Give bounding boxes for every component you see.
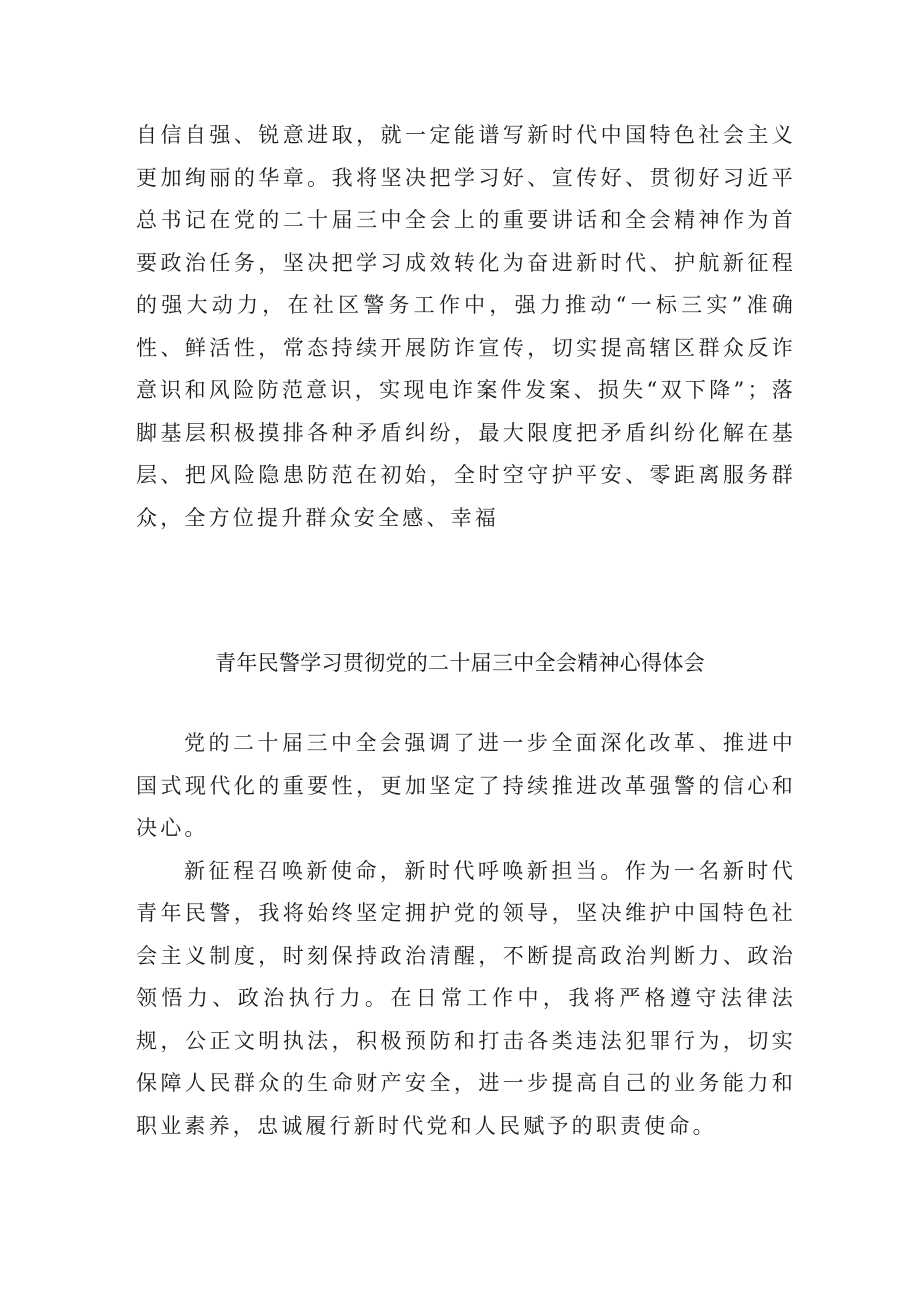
- article-title: 青年民警学习贯彻党的二十届三中全会精神心得体会: [215, 651, 705, 675]
- body-paragraph-1: 党的二十届三中全会强调了进一步全面深化改革、推进中国式现代化的重要性，更加坚定了持续推进改革强警的信心和决心。: [136, 731, 796, 840]
- article-body: [136, 722, 796, 1147]
- continuation-paragraph: 自信自强、锐意进取，就一定能谱写新时代中国特色社会主义更加绚丽的华章。我将坚决把学习好、宣传好、贯彻好习近平总书记在党的二十届三中全会上的重要讲话和全会精神作为首要政治任务，坚决把学习成效转化为奋进新时代、护航新征程的强大动力，在社区警务工作中，强力推动“一标三实”准确性、鲜活性，常态持续开展防诈宣传，切实提高辖区群众反诈意识和风险防范意识，实现电诈案件发案、损失“双下降”；落脚基层积极摸排各种矛盾纠纷，最大限度把矛盾纠纷化解在基层、把风险隐患防范在初始，全时空守护平安、零距离服务群众，全方位提升群众安全感、幸福: [136, 123, 796, 530]
- body-paragraph-2: 新征程召唤新使命，新时代呼唤新担当。作为一名新时代青年民警，我将始终坚定拥护党的领导，坚决维护中国特色社会主义制度，时刻保持政治清醒，不断提高政治判断力、政治领悟力、政治执行力。在日常工作中，我将严格遵守法律法规，公正文明执法，积极预防和打击各类违法犯罪行为，切实保障人民群众的生命财产安全，进一步提高自己的业务能力和职业素养，忠诚履行新时代党和人民赋予的职责使命。: [136, 858, 796, 1138]
- continuation-text: [136, 114, 796, 539]
